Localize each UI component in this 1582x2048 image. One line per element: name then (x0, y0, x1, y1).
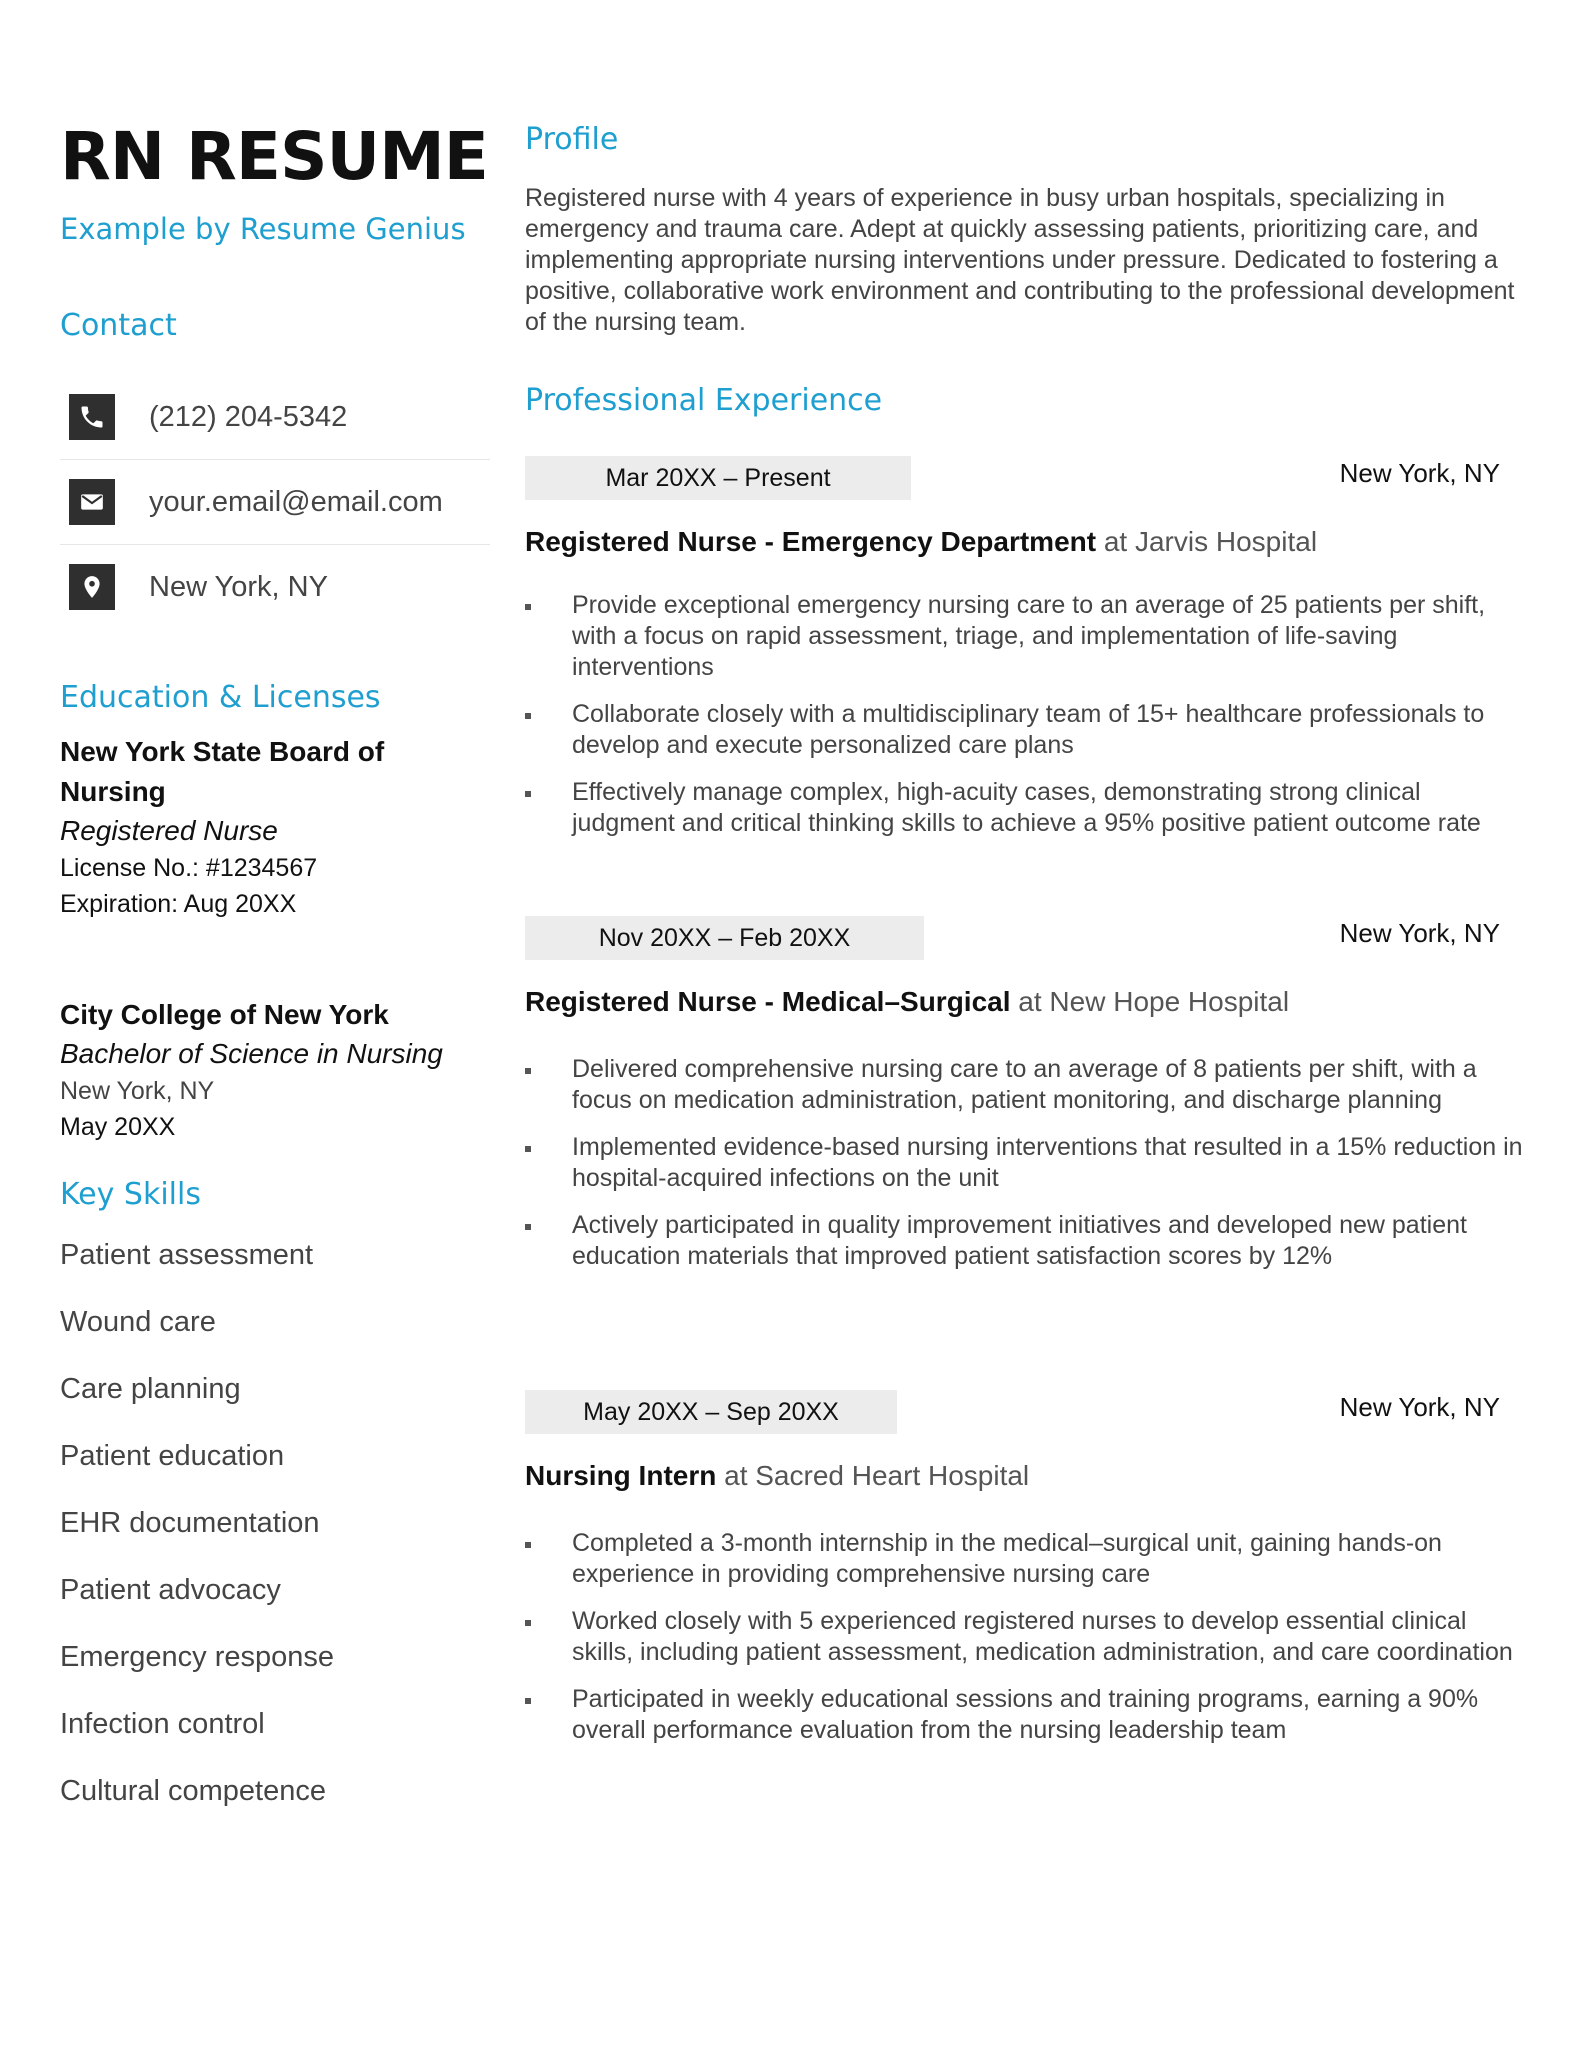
email-address: your.email@email.com (149, 485, 443, 518)
phone-icon (69, 394, 115, 440)
bullet-square-icon (525, 1068, 531, 1074)
education-entry (60, 995, 490, 1145)
job-dates: May 20XX – Sep 20XX (525, 1390, 897, 1434)
bullet-square-icon (525, 1542, 531, 1548)
bullet-text: Worked closely with 5 experienced registered nurses to develop essential clinical skills, including patient assessment, medication administration, and care coordination (572, 1607, 1513, 1666)
bullet-square-icon (525, 1698, 531, 1704)
skill-item: Patient assessment (60, 1239, 314, 1271)
job-role: Registered Nurse - Emergency Department (525, 526, 1097, 557)
education-heading: Education & Licenses (60, 680, 381, 715)
resume-subtitle: Example by Resume Genius (60, 212, 466, 246)
email-icon (69, 479, 115, 525)
bullet-text: Effectively manage complex, high-acuity cases, demonstrating strong clinical judgment and critical thinking skills to achieve a 95% positive patient outcome rate (572, 778, 1481, 837)
job-dates: Nov 20XX – Feb 20XX (525, 916, 924, 960)
job-dates: Mar 20XX – Present (525, 456, 911, 500)
license-number: License No.: #1234567 (60, 854, 318, 882)
location-text: New York, NY (149, 570, 328, 603)
job-bullet (525, 1210, 1525, 1272)
education-location: New York, NY (60, 1077, 215, 1105)
institution-name: City College of New York (60, 999, 389, 1030)
job-title-line (525, 1460, 1029, 1492)
profile-summary: Registered nurse with 4 years of experience in busy urban hospitals, specializing in emergency and trauma care. Adept at quickly assessing patients, prioritizing care, and implementing appropriate nursing interventions under pressure. Dedicated to fostering a positive, collaborative work environment and contributing to the professional development of the nursing team. (525, 184, 1515, 336)
skill-item: EHR documentation (60, 1507, 320, 1539)
job-employer: at Sacred Heart Hospital (716, 1460, 1030, 1491)
skills-heading: Key Skills (60, 1177, 201, 1212)
bullet-text: Implemented evidence-based nursing interventions that resulted in a 15% reduction in hospital-acquired infections on the unit (572, 1133, 1523, 1192)
job-bullets (525, 1054, 1525, 1288)
phone-number: (212) 204-5342 (149, 400, 348, 433)
skill-item: Emergency response (60, 1641, 335, 1673)
job-bullet (525, 1528, 1525, 1590)
job-employer: at Jarvis Hospital (1096, 526, 1318, 557)
contact-location (60, 545, 490, 629)
job-location: New York, NY (1339, 1392, 1500, 1422)
profile-heading: Profile (525, 122, 619, 157)
skill-item: Patient education (60, 1440, 285, 1472)
location-pin-icon (69, 564, 115, 610)
job-bullet (525, 1684, 1525, 1746)
job-location: New York, NY (1339, 458, 1500, 488)
bullet-square-icon (525, 1224, 531, 1230)
contact-heading: Contact (60, 308, 177, 343)
resume-title: RN RESUME (60, 118, 488, 195)
job-title-line (525, 986, 1289, 1018)
job-bullets (525, 1528, 1525, 1762)
bullet-text: Participated in weekly educational sessions and training programs, earning a 90% overall performance evaluation from the nursing leadership team (572, 1685, 1479, 1744)
bullet-square-icon (525, 791, 531, 797)
bullet-text: Collaborate closely with a multidisciplinary team of 15+ healthcare professionals to develop and execute personalized care plans (572, 700, 1485, 759)
job-bullets (525, 590, 1525, 855)
skill-item: Infection control (60, 1708, 265, 1740)
bullet-square-icon (525, 1146, 531, 1152)
bullet-text: Completed a 3-month internship in the medical–surgical unit, gaining hands-on experience in providing comprehensive nursing care (572, 1529, 1442, 1588)
bullet-text: Delivered comprehensive nursing care to an average of 8 patients per shift, with a focus on medication administration, patient monitoring, and discharge planning (572, 1055, 1477, 1114)
experience-heading: Professional Experience (525, 383, 883, 418)
bullet-square-icon (525, 604, 531, 610)
credential: Registered Nurse (60, 815, 278, 846)
bullet-text: Actively participated in quality improvement initiatives and developed new patient education materials that improved patient satisfaction scores by 12% (572, 1211, 1467, 1270)
education-entry (60, 732, 490, 922)
job-bullet (525, 777, 1525, 839)
job-bullet (525, 1606, 1525, 1668)
contact-list (60, 375, 490, 629)
job-title-line (525, 526, 1317, 558)
job-location: New York, NY (1339, 918, 1500, 948)
bullet-square-icon (525, 1620, 531, 1626)
graduation-date: May 20XX (60, 1113, 176, 1141)
skill-item: Care planning (60, 1373, 241, 1405)
skills-list (60, 1239, 334, 1842)
contact-phone (60, 375, 490, 460)
institution-name: New York State Board of Nursing (60, 736, 385, 807)
job-employer: at New Hope Hospital (1010, 986, 1290, 1017)
job-bullet (525, 699, 1525, 761)
contact-email (60, 460, 490, 545)
skill-item: Patient advocacy (60, 1574, 281, 1606)
skill-item: Wound care (60, 1306, 216, 1338)
degree: Bachelor of Science in Nursing (60, 1038, 443, 1069)
job-bullet (525, 1132, 1525, 1194)
bullet-square-icon (525, 713, 531, 719)
license-expiration: Expiration: Aug 20XX (60, 890, 297, 918)
job-role: Nursing Intern (525, 1460, 717, 1491)
job-role: Registered Nurse - Medical–Surgical (525, 986, 1011, 1017)
skill-item: Cultural competence (60, 1775, 326, 1807)
job-bullet (525, 1054, 1525, 1116)
bullet-text: Provide exceptional emergency nursing care to an average of 25 patients per shift, with a focus on rapid assessment, triage, and implementation of life-saving interventions (572, 591, 1486, 681)
job-bullet (525, 590, 1525, 683)
